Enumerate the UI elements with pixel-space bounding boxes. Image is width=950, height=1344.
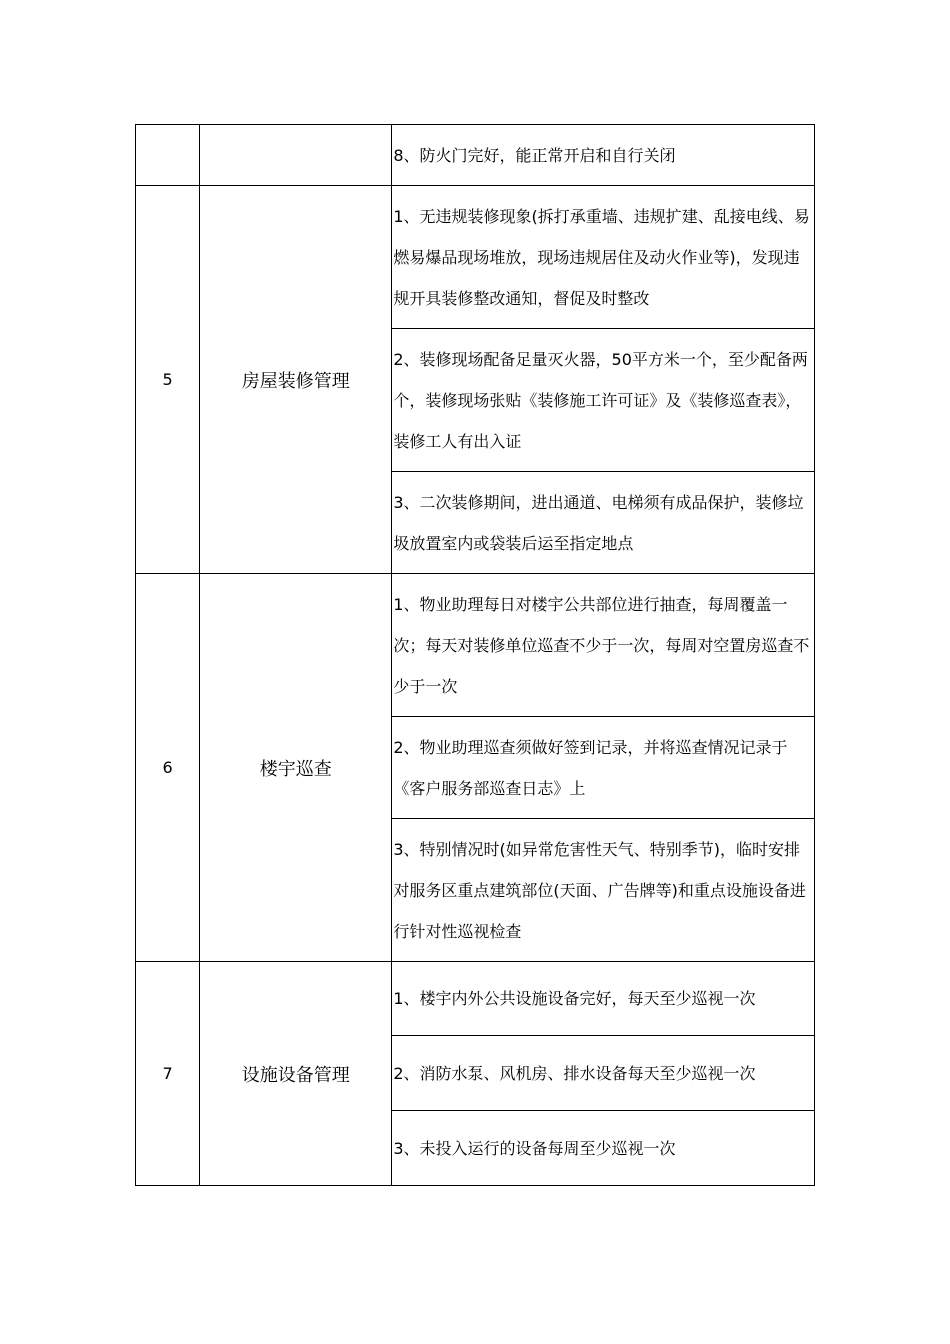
item-name-cell (200, 125, 392, 186)
table-row (136, 186, 815, 329)
requirement-cell: 3、二次装修期间，进出通道、电梯须有成品保护，装修垃圾放置室内或袋装后运至指定地点 (392, 472, 815, 574)
requirement-cell: 3、未投入运行的设备每周至少巡视一次 (392, 1111, 815, 1186)
item-name-cell: 设施设备管理 (200, 962, 392, 1186)
requirement-cell: 1、楼宇内外公共设施设备完好，每天至少巡视一次 (392, 962, 815, 1036)
requirement-cell: 2、装修现场配备足量灭火器，50平方米一个，至少配备两个，装修现场张贴《装修施工许可证》及《装修巡查表》，装修工人有出入证 (392, 329, 815, 472)
requirement-cell: 3、特别情况时(如异常危害性天气、特别季节)，临时安排对服务区重点建筑部位(天面、广告牌等)和重点设施设备进行针对性巡视检查 (392, 819, 815, 962)
item-number-cell (136, 125, 200, 186)
table-row (136, 125, 815, 186)
item-number-cell: 5 (136, 186, 200, 574)
table-row (136, 962, 815, 1036)
item-name-cell: 楼宇巡查 (200, 574, 392, 962)
item-number-cell: 6 (136, 574, 200, 962)
requirement-cell: 2、物业助理巡查须做好签到记录，并将巡查情况记录于《客户服务部巡查日志》上 (392, 717, 815, 819)
item-name-cell: 房屋装修管理 (200, 186, 392, 574)
requirement-cell: 2、消防水泵、风机房、排水设备每天至少巡视一次 (392, 1036, 815, 1111)
requirement-cell: 8、防火门完好，能正常开启和自行关闭 (392, 125, 815, 186)
requirement-cell: 1、物业助理每日对楼宇公共部位进行抽查，每周覆盖一次；每天对装修单位巡查不少于一次，每周对空置房巡查不少于一次 (392, 574, 815, 717)
item-number-cell: 7 (136, 962, 200, 1186)
inspection-standards-table (135, 124, 815, 1186)
requirement-cell: 1、无违规装修现象(拆打承重墙、违规扩建、乱接电线、易燃易爆品现场堆放，现场违规居住及动火作业等)，发现违规开具装修整改通知，督促及时整改 (392, 186, 815, 329)
table-row (136, 574, 815, 717)
